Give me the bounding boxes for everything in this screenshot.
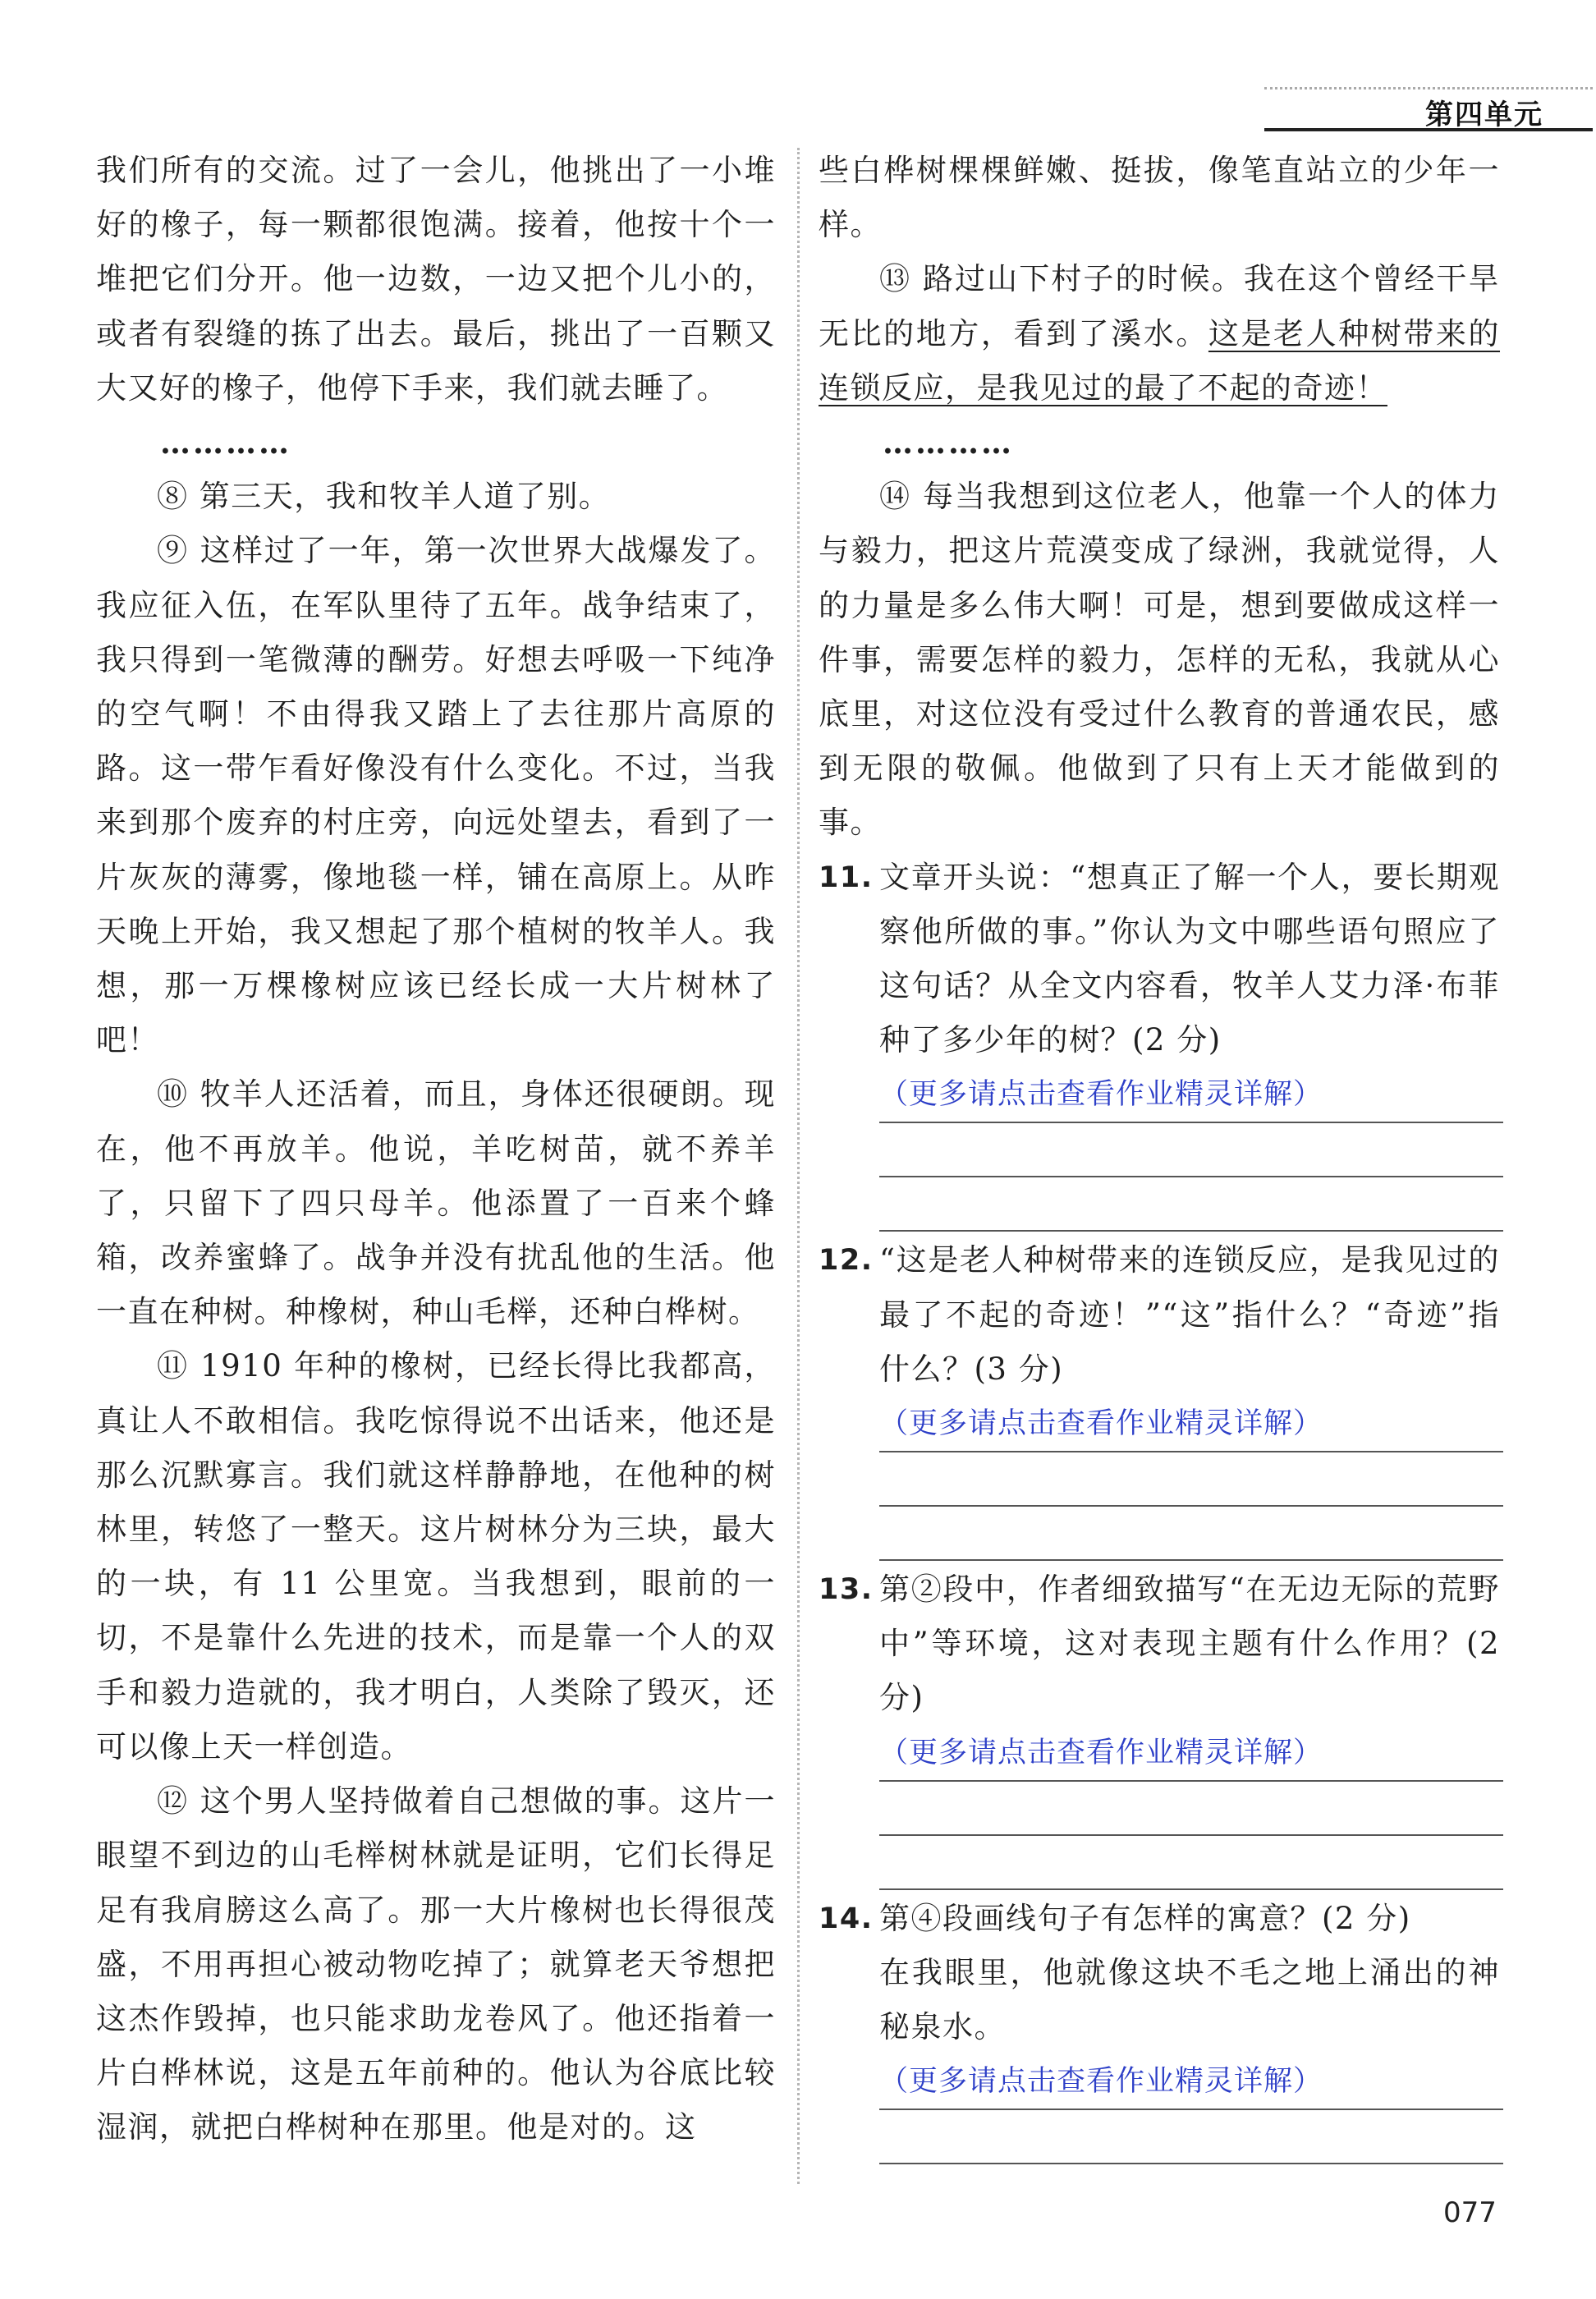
underlined-sentence: 这是老人种树带来的连锁反应，是我见过的最了不起的奇迹！	[819, 315, 1501, 406]
paragraph-8: ⑧ 第三天，我和牧羊人道了别。	[157, 479, 611, 515]
answer-link[interactable]: （更多请点击查看作业精灵详解）	[879, 1078, 1323, 1112]
paragraph-10: ⑩ 牧羊人还活着，而且，身体还很硬朗。现在，他不再放羊。他说，羊吃树苗，就不养羊了，只留下了四只母羊。他添置了一百来个蜂箱，改养蜜蜂了。战争并没有扰乱他的生活。他一直在种树。种橡树，种山毛榉，还种白桦树。	[96, 1076, 776, 1330]
question-text: “这是老人种树带来的连锁反应，是我见过的最了不起的奇迹！”“这”指什么？“奇迹”指什么？(3 分)	[879, 1242, 1500, 1387]
question-12	[819, 1233, 1500, 1561]
header-dotted-rule	[1264, 87, 1593, 89]
question-text: 第②段中，作者细致描写“在无边无际的荒野中”等环境，这对表现主题有什么作用？(2 分)	[879, 1572, 1500, 1716]
answer-link[interactable]: （更多请点击查看作业精灵详解）	[879, 1736, 1323, 1769]
answer-lines	[879, 1451, 1500, 1561]
answer-line[interactable]	[879, 1177, 1503, 1232]
answer-line[interactable]	[879, 1507, 1503, 1561]
answer-line[interactable]	[879, 1452, 1503, 1507]
unit-label: 第四单元	[1425, 99, 1543, 131]
question-11	[819, 851, 1500, 1232]
question-number: 11.	[819, 860, 874, 894]
left-column	[96, 144, 776, 2155]
answer-line[interactable]	[879, 1123, 1503, 1177]
question-text: 第④段画线句子有怎样的寓意？(2 分)	[879, 1900, 1411, 1936]
paragraph-continued: 些白桦树棵棵鲜嫩、挺拔，像笔直站立的少年一样。	[819, 153, 1500, 243]
ellipsis-mark-right: …………	[883, 424, 1014, 461]
question-text: 文章开头说：“想真正了解一个人，要长期观察他所做的事。”你认为文中哪些语句照应了这句话？从全文内容看，牧羊人艾力泽·布菲种了多少年的树？(2 分)	[879, 859, 1500, 1058]
paragraph-intro: 我们所有的交流。过了一会儿，他挑出了一小堆好的橡子，每一颗都很饱满。接着，他按十个一堆把它们分开。他一边数，一边又把个儿小的，或者有裂缝的拣了出去。最后，挑出了一百颗又大又好的橡子，他停下手来，我们就去睡了。	[96, 153, 776, 406]
question-13	[819, 1562, 1500, 1890]
paragraph-14: ⑭ 每当我想到这位老人，他靠一个人的体力与毅力，把这片荒漠变成了绿洲，我就觉得，人的力量是多么伟大啊！可是，想到要做成这样一件事，需要怎样的毅力，怎样的无私，我就从心底里，对这位没有受过什么教育的普通农民，感到无限的敬佩。他做到了只有上天才能做到的事。	[819, 479, 1500, 841]
answer-line[interactable]	[879, 2110, 1503, 2164]
paragraph-9: ⑨ 这样过了一年，第一次世界大战爆发了。我应征入伍，在军队里待了五年。战争结束了，我只得到一笔微薄的酬劳。好想去呼吸一下纯净的空气啊！不由得我又踏上了去往那片高原的路。这一带乍看好像没有什么变化。不过，当我来到那个废弃的村庄旁，向远处望去，看到了一片灰灰的薄雾，像地毯一样，铺在高原上。从昨天晚上开始，我又想起了那个植树的牧羊人。我想，那一万棵橡树应该已经长成一大片树林了吧！	[96, 533, 776, 1058]
ellipsis-mark: …………	[160, 424, 291, 461]
answer-line[interactable]	[879, 1836, 1503, 1890]
answer-link[interactable]: （更多请点击查看作业精灵详解）	[879, 2065, 1323, 2099]
page-number: 077	[1443, 2196, 1497, 2229]
paragraph-12: ⑫ 这个男人坚持做着自己想做的事。这片一眼望不到边的山毛榉树林就是证明，它们长得足足有我肩膀这么高了。那一大片橡树也长得很茂盛，不用再担心被动物吃掉了；就算老天爷想把这杰作毁掉，也只能求助龙卷风了。他还指着一片白桦林说，这是五年前种的。他认为谷底比较湿润，就把白桦树种在那里。他是对的。这	[96, 1783, 776, 2145]
question-number: 14.	[819, 1902, 874, 1935]
unit-header	[1264, 82, 1593, 131]
answer-lines	[879, 1780, 1500, 1890]
paragraph-13-text: ⑬ 路过山下村子的时候。我在这个曾经干旱无比的地方，看到了溪水。	[819, 261, 1500, 351]
answer-link[interactable]: （更多请点击查看作业精灵详解）	[879, 1407, 1323, 1441]
paragraph-13	[819, 252, 1500, 415]
answer-lines	[879, 1122, 1500, 1232]
question-number: 12.	[819, 1244, 874, 1278]
quoted-sentence: 在我眼里，他就像这块不毛之地上涌出的神秘泉水。	[879, 1954, 1500, 2045]
column-divider	[797, 148, 800, 2184]
question-number: 13.	[819, 1573, 874, 1607]
question-14	[819, 1892, 1500, 2165]
paragraph-11: ⑪ 1910 年种的橡树，已经长得比我都高，真让人不敢相信。我吃惊得说不出话来，他还是那么沉默寡言。我们就这样静静地，在他种的树林里，转悠了一整天。这片树林分为三块，最大的一块，有 11 公里宽。当我想到，眼前的一切，不是靠什么先进的技术，而是靠一个人的双手和毅力造就的，我才明白，人类除了毁灭，还可以像上天一样创造。	[96, 1348, 776, 1764]
answer-lines	[879, 2109, 1500, 2164]
right-column	[819, 144, 1500, 2164]
answer-line[interactable]	[879, 1782, 1503, 1836]
